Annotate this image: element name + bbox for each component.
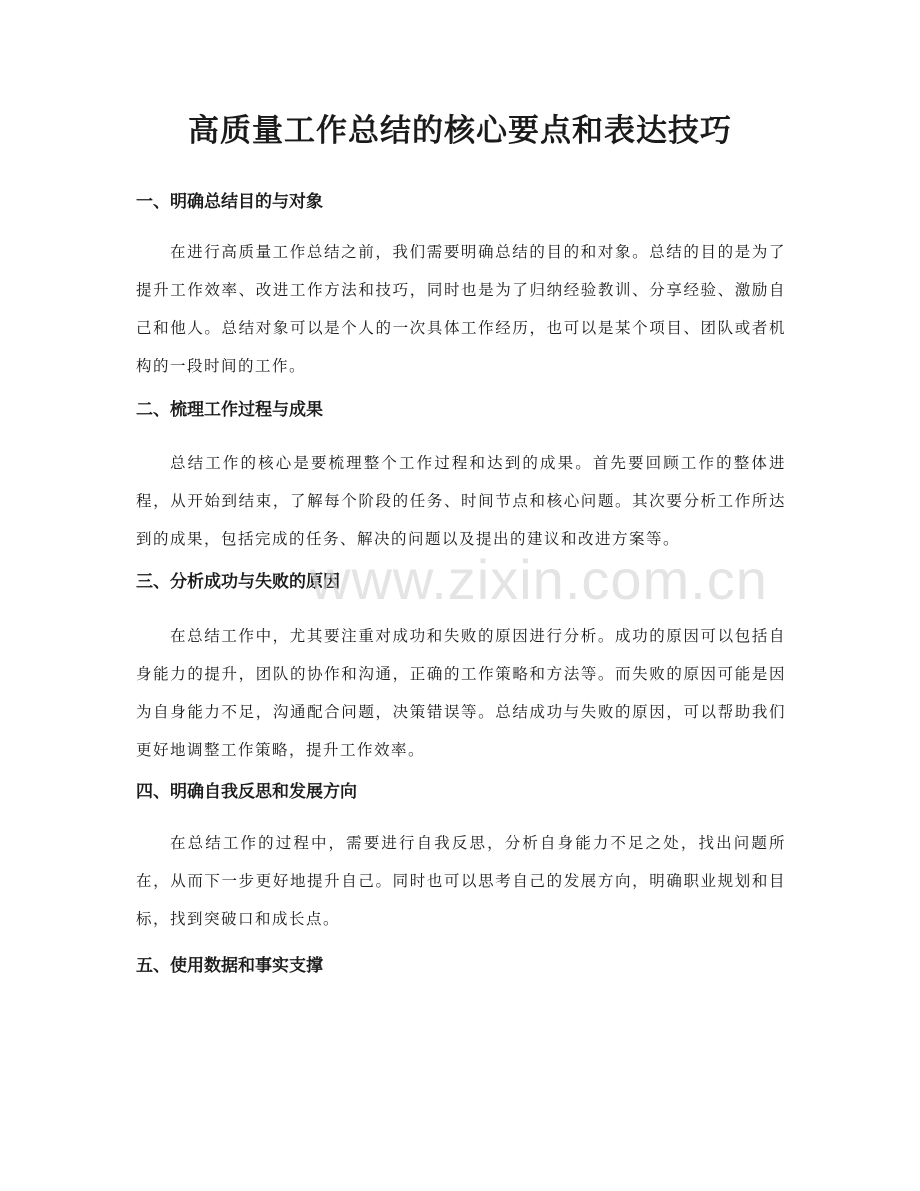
- section-heading-1: 一、明确总结目的与对象: [136, 192, 323, 212]
- section-paragraph-2: 总结工作的核心是要梳理整个工作过程和达到的成果。首先要回顾工作的整体进程，从开始到结束，了解每个阶段的任务、时间节点和核心问题。其次要分析工作所达到的成果，包括完成的任务、解决的问题以及提出的建议和改进方案等。: [136, 454, 786, 548]
- section-paragraph-3: 在总结工作中，尤其要注重对成功和失败的原因进行分析。成功的原因可以包括自身能力的提升，团队的协作和沟通，正确的工作策略和方法等。而失败的原因可能是因为自身能力不足，沟通配合问题，决策错误等。总结成功与失败的原因，可以帮助我们更好地调整工作策略，提升工作效率。: [136, 627, 786, 759]
- section-paragraph-1: 在进行高质量工作总结之前，我们需要明确总结的目的和对象。总结的目的是为了提升工作效率、改进工作方法和技巧，同时也是为了归纳经验教训、分享经验、激励自己和他人。总结对象可以是个人的一次具体工作经历，也可以是某个项目、团队或者机构的一段时间的工作。: [136, 243, 786, 375]
- document-title: 高质量工作总结的核心要点和表达技巧: [188, 113, 732, 149]
- section-heading-5: 五、使用数据和事实支撑: [136, 956, 323, 976]
- section-paragraph-4: 在总结工作的过程中，需要进行自我反思，分析自身能力不足之处，找出问题所在，从而下一步更好地提升自己。同时也可以思考自己的发展方向，明确职业规划和目标，找到突破口和成长点。: [136, 834, 786, 928]
- section-heading-2: 二、梳理工作过程与成果: [136, 400, 323, 420]
- section-heading-3: 三、分析成功与失败的原因: [136, 572, 340, 592]
- section-heading-4: 四、明确自我反思和发展方向: [136, 782, 357, 802]
- watermark: www.zixin.com.cn: [310, 548, 768, 611]
